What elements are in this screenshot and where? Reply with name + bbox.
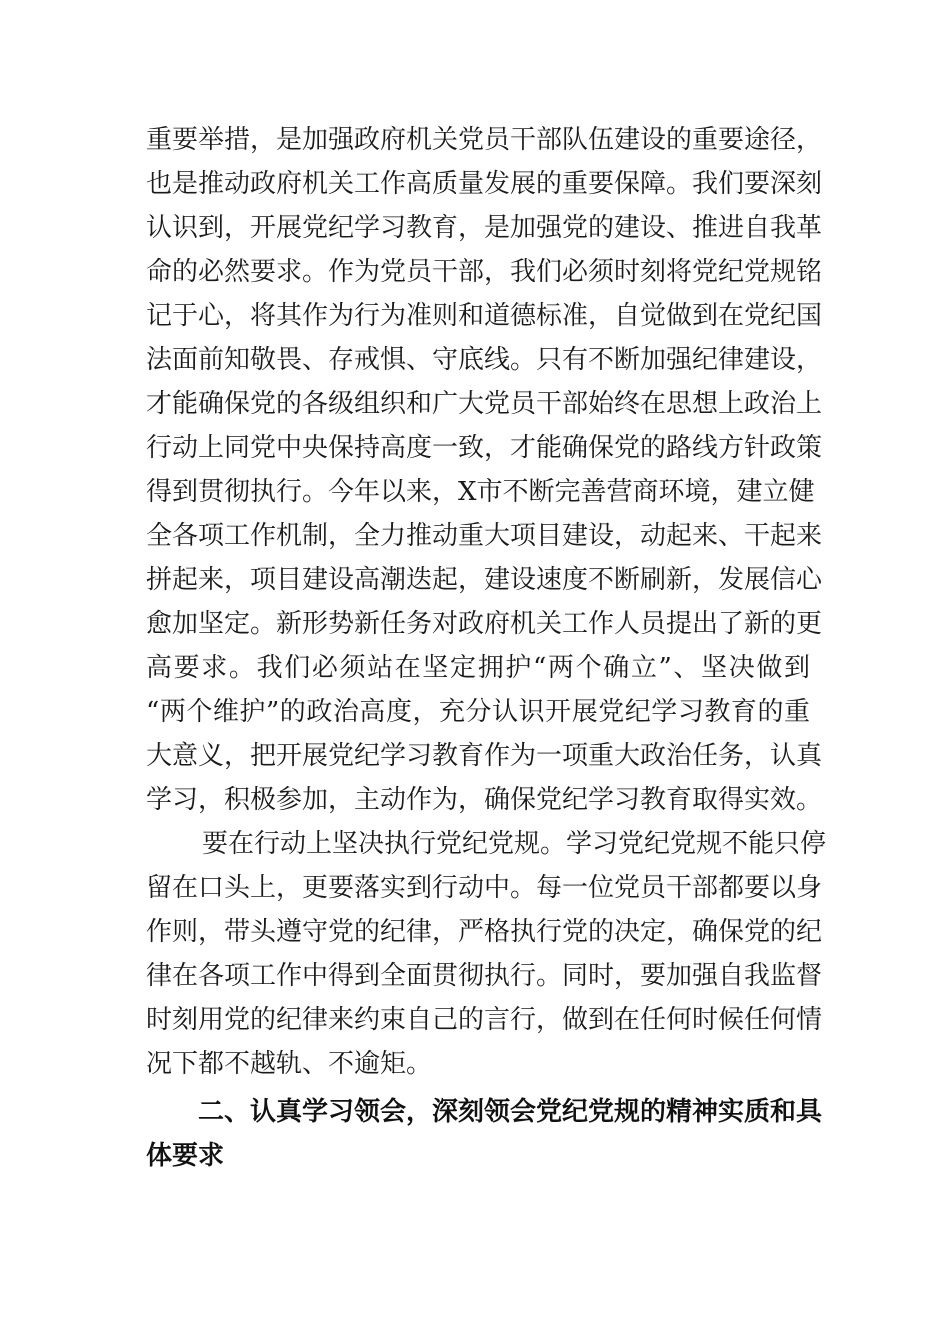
text-line: 大意义，把开展党纪学习教育作为一项重大政治任务，认真 — [146, 741, 823, 771]
text-line: 时刻用党的纪律来约束自己的言行，做到在任何时候任何情 — [146, 1005, 823, 1035]
text-line: 重要举措，是加强政府机关党员干部队伍建设的重要途径， — [146, 125, 823, 155]
text-line: 行动上同党中央保持高度一致，才能确保党的路线方针政策 — [146, 433, 823, 463]
text-line: 得到贯彻执行。今年以来，X市不断完善营商环境，建立健 — [146, 477, 815, 507]
heading-line: 二、认真学习领会，深刻领会党纪党规的精神实质和具 — [198, 1097, 823, 1127]
text-line: 愈加坚定。新形势新任务对政府机关工作人员提出了新的更 — [146, 609, 823, 639]
document-body — [146, 118, 827, 1178]
text-line: 作则，带头遵守党的纪律，严格执行党的决定，确保党的纪 — [146, 917, 823, 947]
text-line: 况下都不越轨、不逾矩。 — [146, 1049, 433, 1079]
text-line: 要在行动上坚决执行党纪党规。学习党纪党规不能只停 — [202, 829, 827, 859]
text-line: 全各项工作机制，全力推动重大项目建设，动起来、干起来 — [146, 521, 823, 551]
text-line: “两个维护”的政治高度，充分认识开展党纪学习教育的重 — [146, 697, 810, 727]
paragraph-1 — [146, 118, 823, 822]
text-line: 才能确保党的各级组织和广大党员干部始终在思想上政治上 — [146, 389, 823, 419]
text-line: 记于心，将其作为行为准则和道德标准，自觉做到在党纪国 — [146, 301, 823, 331]
text-line: 学习，积极参加，主动作为，确保党纪学习教育取得实效。 — [146, 785, 823, 815]
text-line: 也是推动政府机关工作高质量发展的重要保障。我们要深刻 — [146, 169, 823, 199]
paragraph-2 — [146, 822, 827, 1086]
text-line: 留在口头上，更要落实到行动中。每一位党员干部都要以身 — [146, 873, 823, 903]
text-line: 律在各项工作中得到全面贯彻执行。同时，要加强自我监督 — [146, 961, 823, 991]
section-heading — [146, 1090, 823, 1178]
heading-line: 体要求 — [146, 1141, 225, 1171]
text-line: 法面前知敬畏、存戒惧、守底线。只有不断加强纪律建设， — [146, 345, 823, 375]
text-line: 拼起来，项目建设高潮迭起，建设速度不断刷新，发展信心 — [146, 565, 823, 595]
text-line: 命的必然要求。作为党员干部，我们必须时刻将党纪党规铭 — [146, 257, 823, 287]
text-line: 认识到，开展党纪学习教育，是加强党的建设、推进自我革 — [146, 213, 823, 243]
text-line: 高要求。我们必须站在坚定拥护“两个确立”、坚决做到 — [146, 653, 810, 683]
